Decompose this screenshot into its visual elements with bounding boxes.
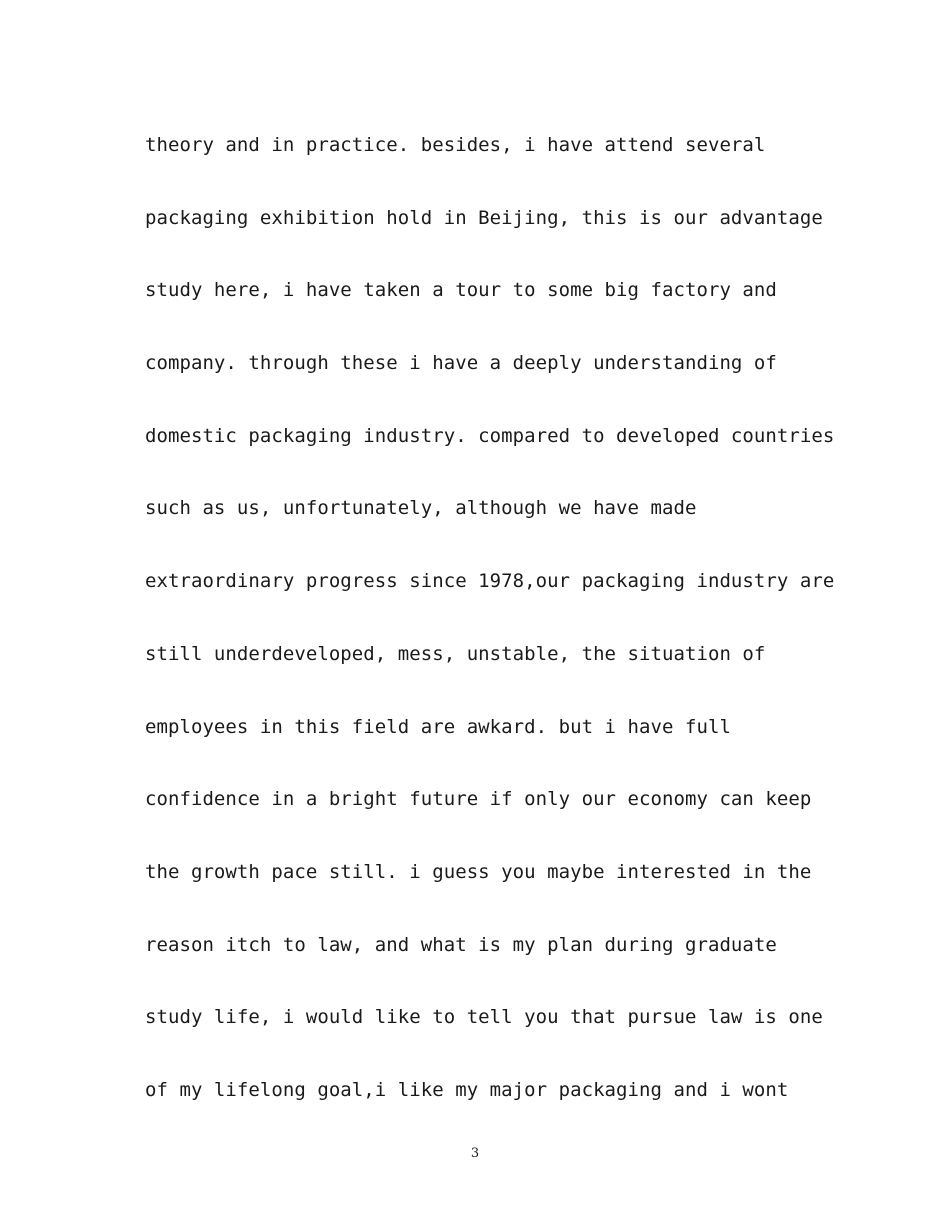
text-line: such as us, unfortunately, although we have made xyxy=(145,497,697,520)
text-line: theory and in practice. besides, i have attend several xyxy=(145,134,766,156)
text-line: extraordinary progress since 1978,our packaging industry are xyxy=(145,570,835,593)
text-line: study here, i have taken a tour to some big factory and xyxy=(145,279,777,302)
text-line: still underdeveloped, mess, unstable, the situation of xyxy=(145,642,766,665)
text-line: employees in this field are awkard. but i have full xyxy=(145,715,731,738)
text-line: domestic packaging industry. compared to developed countries xyxy=(145,424,835,447)
text-line: reason itch to law, and what is my plan during graduate xyxy=(145,933,777,956)
text-line: study life, i would like to tell you that pursue law is one xyxy=(145,1006,823,1029)
text-line: packaging exhibition hold in Beijing, this is our advantage xyxy=(145,206,823,229)
text-line: company. through these i have a deeply understanding of xyxy=(145,352,777,375)
text-line: of my lifelong goal,i like my major packaging and i wont xyxy=(145,1078,789,1101)
text-line: confidence in a bright future if only our economy can keep xyxy=(145,788,812,811)
body-text xyxy=(145,129,835,1147)
page-number: 3 xyxy=(470,1146,480,1161)
text-line: the growth pace still. i guess you maybe interested in the xyxy=(145,860,812,883)
